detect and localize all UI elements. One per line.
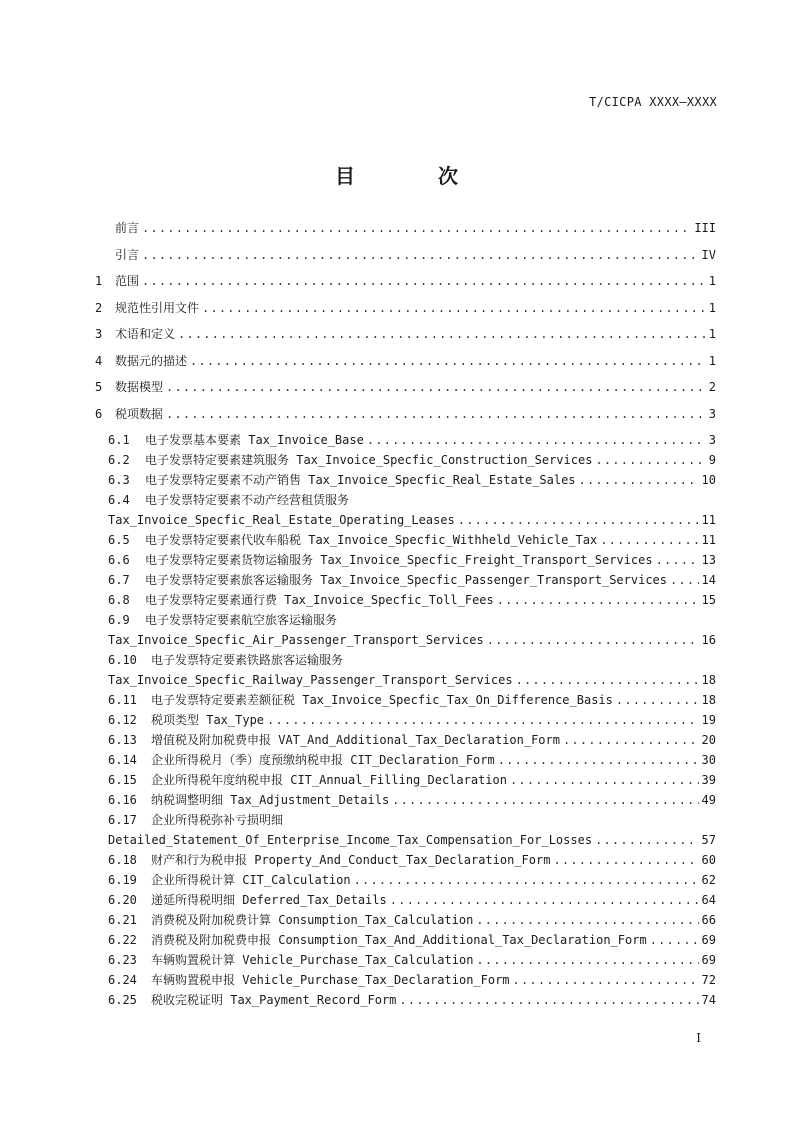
toc-leader-dots — [563, 730, 699, 750]
toc-entry-title: 电子发票特定要素旅客运输服务 Tax_Invoice_Specfic_Passenger_Transport_Services — [145, 573, 668, 587]
toc-entry-page: 66 — [701, 913, 716, 927]
toc-leader-dots — [458, 510, 699, 530]
toc-entry-title: 电子发票特定要素建筑服务 Tax_Invoice_Specfic_Construction_Services — [145, 453, 593, 467]
toc-entry[interactable] — [95, 630, 716, 650]
toc-entry-page: 3 — [708, 433, 716, 447]
toc-entry[interactable] — [95, 490, 716, 510]
toc-entry-title: 电子发票特定要素不动产经营租赁服务 — [145, 493, 350, 507]
toc-entry[interactable] — [95, 510, 716, 530]
toc-entry-title: Detailed_Statement_Of_Enterprise_Income_Tax_Compensation_For_Losses — [108, 833, 593, 847]
document-code: T/CICPA XXXX—XXXX — [589, 95, 717, 109]
toc-entry-page: 1 — [708, 274, 716, 288]
toc-entry-page: III — [694, 221, 716, 235]
toc-entry-page: 60 — [701, 853, 716, 867]
toc-entry-number: 6.16 — [108, 793, 137, 807]
toc-entry-number: 6.20 — [108, 893, 137, 907]
toc-entry-title: 车辆购置税计算 Vehicle_Purchase_Tax_Calculation — [151, 953, 474, 967]
toc-entry[interactable] — [95, 750, 716, 770]
toc-entry[interactable] — [95, 990, 716, 1010]
toc-entry[interactable] — [95, 470, 716, 490]
toc-leader-dots — [656, 550, 699, 570]
toc-entry-number: 6.15 — [108, 773, 137, 787]
toc-entry-title: 消费税及附加税费申报 Consumption_Tax_And_Additional_Tax_Declaration_Form — [151, 933, 647, 947]
toc-leader-dots — [267, 710, 699, 730]
toc-leader-dots — [367, 430, 706, 450]
toc-entry-number: 6.23 — [108, 953, 137, 967]
toc-entry-page: 39 — [701, 773, 716, 787]
toc-entry[interactable] — [95, 404, 716, 431]
toc-entry[interactable] — [95, 610, 716, 630]
toc-leader-dots — [202, 298, 706, 318]
toc-entry-title: 递延所得税明细 Deferred_Tax_Details — [151, 893, 387, 907]
toc-entry[interactable] — [95, 570, 716, 590]
toc-entry-number: 6.12 — [108, 713, 137, 727]
toc-entry-page: 11 — [701, 513, 716, 527]
toc-leader-dots — [498, 750, 699, 770]
toc-entry-page: 14 — [701, 573, 716, 587]
toc-leader-dots — [579, 470, 699, 490]
toc-entry-number: 6.24 — [108, 973, 137, 987]
toc-entry-title: 电子发票特定要素铁路旅客运输服务 — [151, 653, 344, 667]
toc-entry-number: 6.8 — [108, 593, 130, 607]
toc-entry-page: 69 — [701, 933, 716, 947]
toc-entry-number: 6 — [95, 406, 103, 421]
toc-entry-title: Tax_Invoice_Specfic_Real_Estate_Operating_Leases — [108, 513, 455, 527]
toc-entry-title: 企业所得税年度纳税申报 CIT_Annual_Filling_Declaration — [151, 773, 507, 787]
toc-entry-number: 6.22 — [108, 933, 137, 947]
toc-entry[interactable] — [95, 870, 716, 890]
toc-entry-number: 6.2 — [108, 453, 130, 467]
toc-entry-page: 18 — [701, 673, 716, 687]
toc-leader-dots — [650, 930, 699, 950]
toc-entry-number: 1 — [95, 274, 103, 288]
toc-entry-title: 财产和行为税申报 Property_And_Conduct_Tax_Declaration_Form — [151, 853, 551, 867]
toc-entry-title: 电子发票特定要素通行费 Tax_Invoice_Specfic_Toll_Fees — [145, 593, 494, 607]
toc-entry-page: 9 — [708, 453, 716, 467]
toc-entry-title: 数据模型 — [115, 380, 164, 394]
toc-entry-number: 5 — [95, 380, 103, 394]
page-title: 目 次 — [335, 164, 496, 188]
toc-entry[interactable] — [95, 351, 716, 378]
toc-entry-title: 电子发票特定要素航空旅客运输服务 — [145, 613, 338, 627]
toc-entry-page: 16 — [701, 633, 716, 647]
toc-entry-title: 企业所得税计算 CIT_Calculation — [151, 873, 351, 887]
toc-leader-dots — [516, 670, 699, 690]
toc-entry[interactable] — [95, 770, 716, 790]
toc-entry-page: 30 — [701, 753, 716, 767]
toc-entry-number: 6.14 — [108, 753, 137, 767]
toc-entry-title: 电子发票特定要素货物运输服务 Tax_Invoice_Specfic_Freight_Transport_Services — [145, 553, 653, 567]
toc-entry-page: 11 — [701, 533, 716, 547]
toc-entry[interactable] — [95, 450, 716, 470]
toc-entry[interactable] — [95, 850, 716, 870]
toc-entry[interactable] — [95, 550, 716, 570]
table-of-contents — [95, 218, 716, 1010]
toc-entry-title: 引言 — [115, 247, 140, 262]
toc-entry-number: 6.3 — [108, 473, 130, 487]
toc-entry-page: 1 — [708, 327, 716, 341]
toc-entry-number: 6.11 — [108, 693, 137, 707]
toc-entry-page: 15 — [701, 593, 716, 607]
toc-entry-page: 74 — [701, 993, 716, 1007]
toc-entry-number: 6.7 — [108, 573, 130, 587]
toc-entry[interactable] — [95, 790, 716, 810]
toc-entry[interactable] — [95, 890, 716, 910]
toc-entry-page: 57 — [701, 833, 716, 847]
toc-entry[interactable] — [95, 218, 716, 245]
toc-entry-title: 企业所得税弥补亏损明细 — [151, 813, 284, 827]
toc-entry-page: 13 — [701, 553, 716, 567]
toc-entry-number: 3 — [95, 327, 103, 341]
toc-entry-title: 税项类型 Tax_Type — [151, 713, 265, 727]
toc-leader-dots — [392, 790, 698, 810]
toc-entry[interactable] — [95, 650, 716, 670]
toc-entry-title: 消费税及附加税费计算 Consumption_Tax_Calculation — [151, 913, 474, 927]
toc-leader-dots — [513, 970, 699, 990]
toc-leader-dots — [616, 690, 699, 710]
toc-entry[interactable] — [95, 377, 716, 404]
toc-entry-number: 6.9 — [108, 613, 130, 627]
toc-entry-title: 车辆购置税申报 Vehicle_Purchase_Tax_Declaration_Form — [151, 973, 510, 987]
toc-entry-title: 规范性引用文件 — [115, 300, 200, 315]
toc-entry-page: 18 — [701, 693, 716, 707]
toc-entry-page: 1 — [708, 353, 716, 368]
toc-entry[interactable] — [95, 590, 716, 610]
toc-entry[interactable] — [95, 910, 716, 930]
page-number: I — [696, 1031, 701, 1045]
toc-leader-dots — [476, 910, 698, 930]
toc-entry-number: 6.1 — [108, 433, 130, 447]
toc-entry-number: 4 — [95, 353, 103, 368]
toc-entry-title: 税项数据 — [115, 406, 164, 421]
toc-leader-dots — [487, 630, 699, 650]
toc-leader-dots — [390, 890, 699, 910]
toc-entry-number: 6.6 — [108, 553, 130, 567]
toc-entry-title: Tax_Invoice_Specfic_Air_Passenger_Transport_Services — [108, 633, 484, 647]
toc-entry[interactable] — [95, 730, 716, 750]
toc-leader-dots — [670, 570, 699, 590]
toc-entry-title: 企业所得税月（季）度预缴纳税申报 CIT_Declaration_Form — [151, 753, 495, 767]
toc-entry-page: 62 — [701, 873, 716, 887]
toc-leader-dots — [178, 324, 706, 344]
toc-entry-page: 10 — [701, 473, 716, 487]
toc-entry-number: 6.21 — [108, 913, 137, 927]
toc-leader-dots — [476, 950, 698, 970]
toc-leader-dots — [595, 830, 698, 850]
toc-entry[interactable] — [95, 690, 716, 710]
toc-entry-page: 19 — [701, 713, 716, 727]
toc-entry-title: 电子发票特定要素不动产销售 Tax_Invoice_Specfic_Real_Estate_Sales — [145, 473, 576, 487]
toc-leader-dots — [166, 377, 706, 397]
toc-entry-number: 6.13 — [108, 733, 137, 747]
toc-entry-title: 电子发票特定要素差额征税 Tax_Invoice_Specfic_Tax_On_Difference_Basis — [151, 693, 613, 707]
toc-entry-number: 6.10 — [108, 653, 137, 667]
toc-leader-dots — [142, 218, 691, 238]
toc-entry[interactable] — [95, 298, 716, 325]
toc-leader-dots — [600, 530, 698, 550]
toc-entry-number: 6.25 — [108, 993, 137, 1007]
toc-entry[interactable] — [95, 930, 716, 950]
toc-entry-number: 6.5 — [108, 533, 130, 547]
toc-entry-title: 前言 — [115, 221, 140, 235]
toc-entry-title: 电子发票基本要素 Tax_Invoice_Base — [145, 433, 364, 447]
toc-entry-page: 69 — [701, 953, 716, 967]
toc-entry-title: 电子发票特定要素代收车船税 Tax_Invoice_Specfic_Withheld_Vehicle_Tax — [145, 533, 598, 547]
toc-entry-number: 6.18 — [108, 853, 137, 867]
toc-entry[interactable] — [95, 810, 716, 830]
toc-entry-page: 1 — [708, 300, 716, 315]
toc-entry[interactable] — [95, 245, 716, 272]
toc-entry-title: 数据元的描述 — [115, 353, 188, 368]
toc-entry-title: 增值税及附加税费申报 VAT_And_Additional_Tax_Declaration_Form — [151, 733, 560, 747]
toc-entry-title: Tax_Invoice_Specfic_Railway_Passenger_Transport_Services — [108, 673, 513, 687]
toc-leader-dots — [399, 990, 698, 1010]
toc-entry-page: 64 — [701, 893, 716, 907]
toc-leader-dots — [354, 870, 699, 890]
toc-leader-dots — [190, 351, 706, 371]
toc-entry-number: 6.4 — [108, 493, 130, 507]
toc-entry[interactable] — [95, 530, 716, 550]
toc-entry-page: 2 — [708, 380, 716, 394]
toc-entry-number: 6.19 — [108, 873, 137, 887]
toc-leader-dots — [510, 770, 699, 790]
toc-entry-title: 术语和定义 — [115, 327, 176, 341]
toc-leader-dots — [142, 245, 699, 265]
toc-entry[interactable] — [95, 670, 716, 690]
toc-entry-page: 20 — [701, 733, 716, 747]
toc-entry-page: 72 — [701, 973, 716, 987]
toc-leader-dots — [497, 590, 699, 610]
toc-entry-number: 6.17 — [108, 813, 137, 827]
toc-leader-dots — [166, 404, 706, 424]
toc-leader-dots — [553, 850, 698, 870]
toc-entry[interactable] — [95, 430, 716, 450]
toc-entry[interactable] — [95, 710, 716, 730]
toc-entry-number: 2 — [95, 300, 103, 315]
toc-entry[interactable] — [95, 950, 716, 970]
toc-leader-dots — [142, 271, 706, 291]
toc-entry-page: 49 — [701, 793, 716, 807]
toc-entry[interactable] — [95, 324, 716, 351]
toc-entry-title: 纳税调整明细 Tax_Adjustment_Details — [151, 793, 390, 807]
toc-entry[interactable] — [95, 970, 716, 990]
toc-leader-dots — [595, 450, 705, 470]
toc-entry-page: 3 — [708, 406, 716, 421]
toc-entry[interactable] — [95, 830, 716, 850]
toc-entry[interactable] — [95, 271, 716, 298]
toc-entry-page: IV — [701, 247, 716, 262]
toc-entry-title: 范围 — [115, 274, 140, 288]
toc-entry-title: 税收完税证明 Tax_Payment_Record_Form — [151, 993, 397, 1007]
